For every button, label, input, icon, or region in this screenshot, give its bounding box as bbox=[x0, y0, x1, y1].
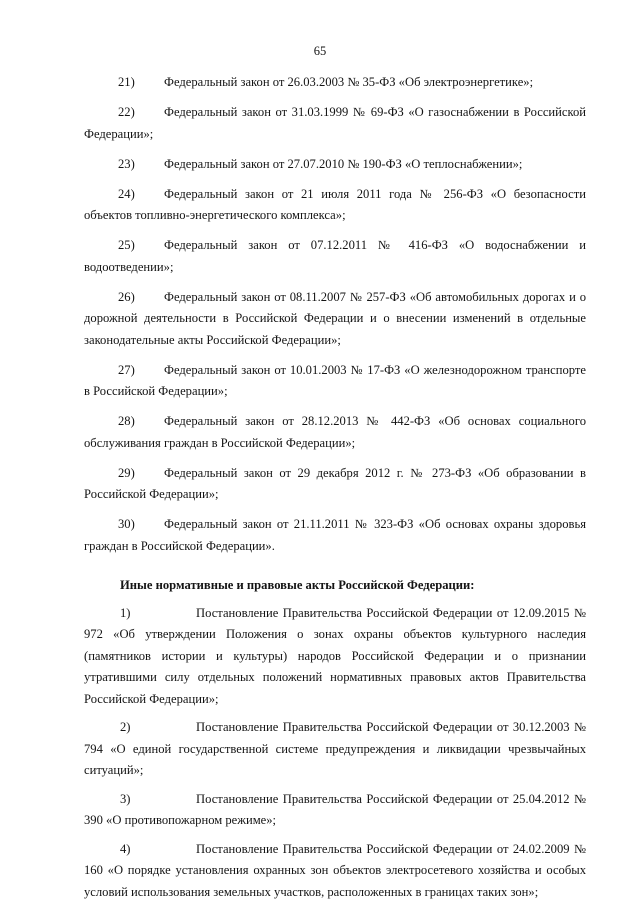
decree-item-1 bbox=[84, 603, 586, 711]
page-number: 65 bbox=[313, 44, 327, 58]
item-text: Федеральный закон от 08.11.2007 № 257-ФЗ «Об автомобильных дорогах и о дорожной деятельности в Российской Федерации и о внесении изменений в отдельные законодательные акты Российской Федерации»; bbox=[84, 289, 586, 347]
item-text: Федеральный закон от 31.03.1999 № 69-ФЗ «О газоснабжении в Российской Федерации»; bbox=[84, 105, 586, 141]
law-item-30 bbox=[84, 514, 586, 557]
item-number: 1) bbox=[120, 605, 131, 620]
item-text: Федеральный закон от 27.07.2010 № 190-ФЗ «О теплоснабжении»; bbox=[164, 156, 523, 171]
item-text: Постановление Правительства Российской Федерации от 24.02.2009 № 160 «О порядке установления охранных зон объектов электросетевого хозяйства и особых условий использования земельных участков, расположенных в границах таких зон»; bbox=[84, 841, 586, 899]
section-heading: Иные нормативные и правовые акты Российской Федерации: bbox=[120, 578, 475, 592]
item-number: 4) bbox=[120, 841, 131, 856]
law-item-22 bbox=[84, 102, 586, 145]
decree-list bbox=[84, 603, 586, 904]
item-text: Федеральный закон от 07.12.2011 № 416-ФЗ «О водоснабжении и водоотведении»; bbox=[84, 238, 586, 274]
item-number: 25) bbox=[118, 238, 135, 252]
law-item-25 bbox=[84, 235, 586, 278]
item-text: Федеральный закон от 29 декабря 2012 г. № 273-ФЗ «Об образовании в Российской Федерации»; bbox=[84, 465, 586, 501]
law-item-24 bbox=[84, 184, 586, 227]
item-number: 29) bbox=[118, 465, 135, 480]
item-text: Постановление Правительства Российской Федерации от 30.12.2003 № 794 «О единой государственной системе предупреждения и ликвидации чрезвычайных ситуаций»; bbox=[84, 720, 586, 777]
decree-item-3 bbox=[84, 789, 586, 832]
item-number: 23) bbox=[118, 156, 135, 171]
item-text: Федеральный закон от 10.01.2003 № 17-ФЗ «О железнодорожном транспорте в Российской Федерации»; bbox=[84, 362, 586, 398]
item-number: 21) bbox=[118, 75, 135, 89]
decree-item-4 bbox=[84, 839, 586, 904]
item-number: 24) bbox=[118, 186, 135, 201]
law-item-28 bbox=[84, 411, 586, 454]
law-item-29 bbox=[84, 463, 586, 506]
item-number: 26) bbox=[118, 289, 135, 304]
item-number: 22) bbox=[118, 105, 135, 119]
law-item-21 bbox=[84, 72, 586, 94]
law-item-26 bbox=[84, 287, 586, 352]
item-text: Постановление Правительства Российской Федерации от 12.09.2015 № 972 «Об утверждении Положения о зонах охраны объектов культурного наследия (памятников истории и культуры) народов Российской Федерации и о признании утратившими силу отдельных положений нормативных правовых актов Правительства Российской Федерации»; bbox=[84, 605, 586, 706]
item-number: 30) bbox=[118, 517, 135, 531]
law-item-23 bbox=[84, 154, 586, 176]
item-text: Федеральный закон от 28.12.2013 № 442-ФЗ «Об основах социального обслуживания граждан в Российской Федерации»; bbox=[84, 414, 586, 450]
item-number: 28) bbox=[118, 414, 135, 428]
item-number: 3) bbox=[120, 791, 131, 806]
page-content bbox=[84, 72, 586, 910]
decree-item-2 bbox=[84, 717, 586, 782]
item-text: Постановление Правительства Российской Федерации от 25.04.2012 № 390 «О противопожарном режиме»; bbox=[84, 791, 586, 827]
item-text: Федеральный закон от 21 июля 2011 года № 256-ФЗ «О безопасности объектов топливно-энергетического комплекса»; bbox=[84, 186, 586, 222]
item-text: Федеральный закон от 21.11.2011 № 323-ФЗ «Об основах охраны здоровья граждан в Российской Федерации». bbox=[84, 517, 586, 553]
item-number: 27) bbox=[118, 362, 135, 377]
item-number: 2) bbox=[120, 720, 131, 734]
federal-law-list bbox=[84, 72, 586, 557]
law-item-27 bbox=[84, 360, 586, 403]
item-text: Федеральный закон от 26.03.2003 № 35-ФЗ «Об электроэнергетике»; bbox=[164, 75, 534, 89]
